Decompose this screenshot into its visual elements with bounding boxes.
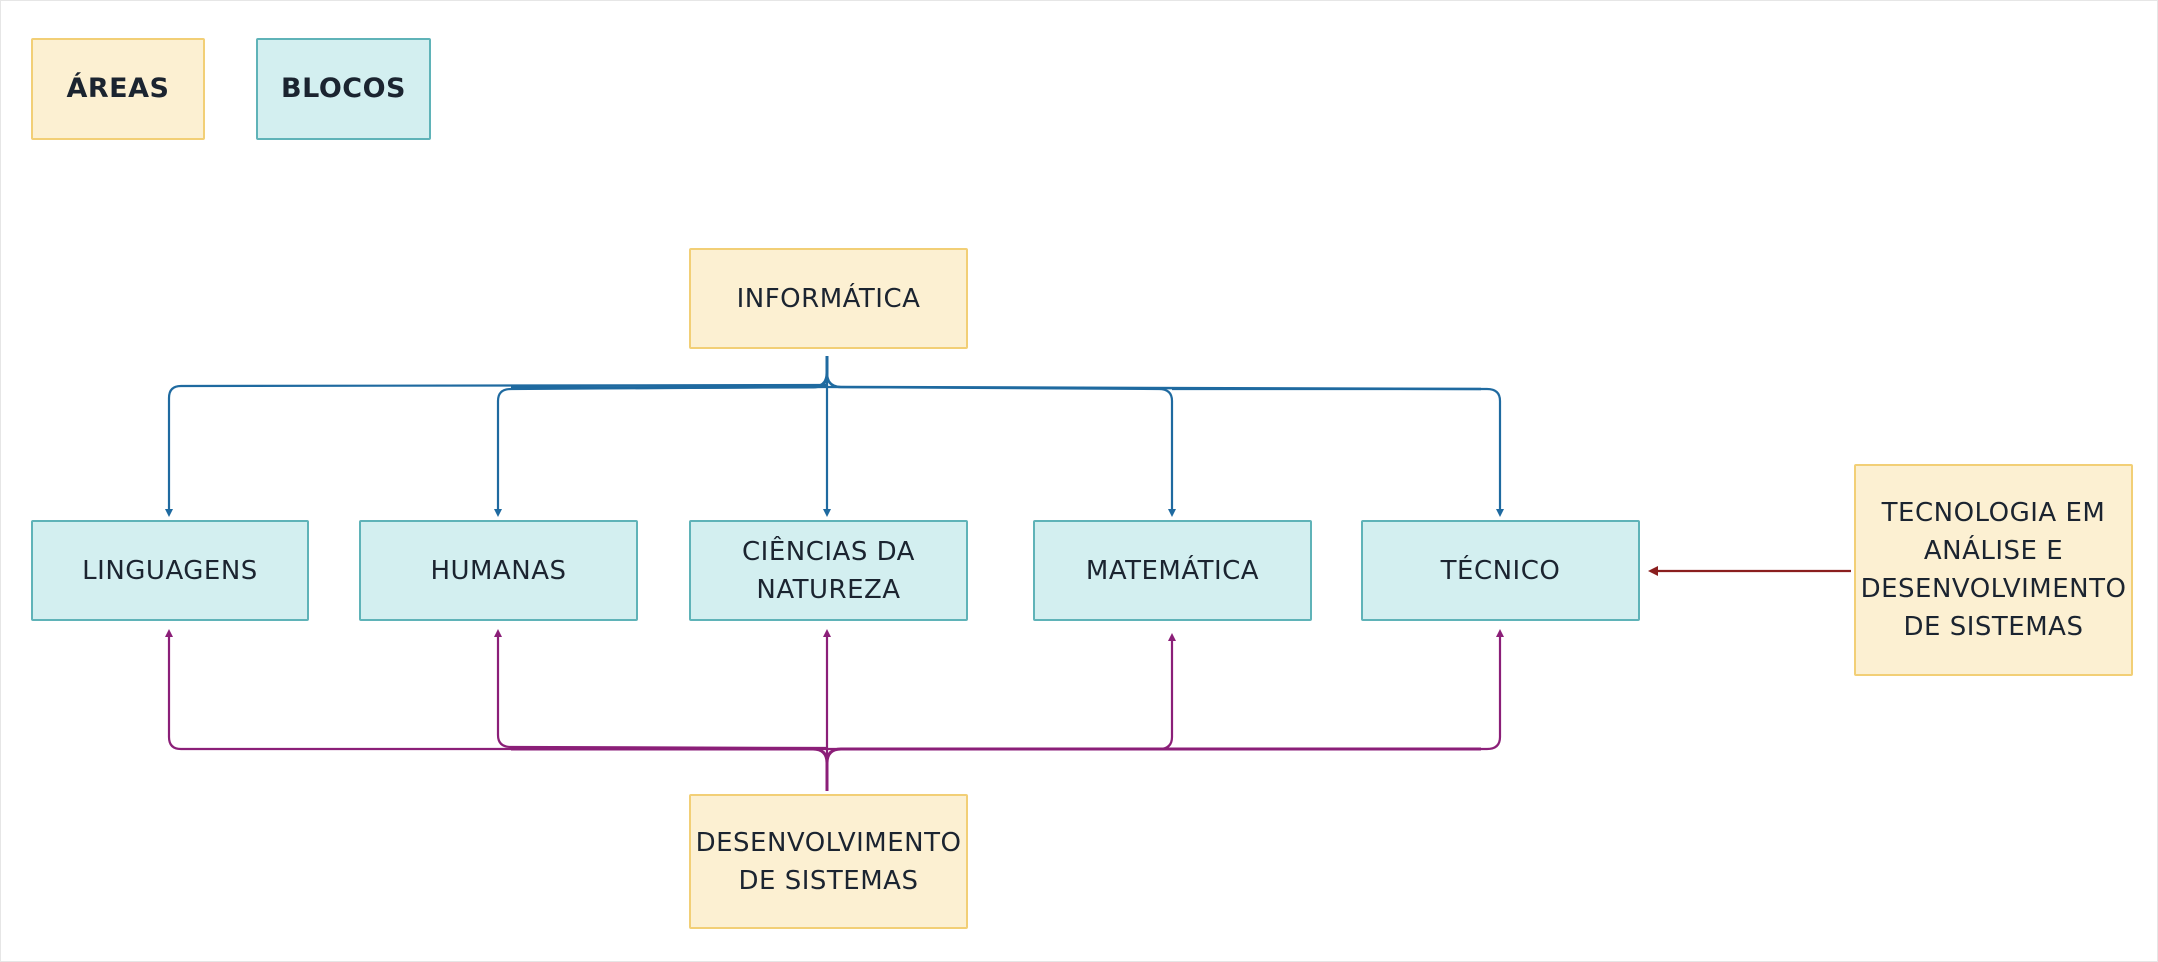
node-ciencias-da-natureza <box>689 520 968 621</box>
connector-desenvolvimento-to-humanas <box>498 633 827 748</box>
node-humanas <box>359 520 638 621</box>
legend-areas-label: ÁREAS <box>66 73 170 104</box>
node-humanas-label: HUMANAS <box>430 555 567 586</box>
connector-layer <box>1 1 2158 962</box>
node-informatica <box>689 248 968 349</box>
node-desenvolvimento-de-sistemas <box>689 794 968 929</box>
node-desenvolvimento-label-line-2: DE SISTEMAS <box>738 865 919 896</box>
connector-informatica-to-humanas <box>498 387 827 513</box>
connector-desenvolvimento-to-tecnico <box>1172 633 1500 749</box>
node-linguagens-label: LINGUAGENS <box>82 555 258 586</box>
connector-desenvolvimento-trunk-left <box>511 749 827 763</box>
node-tecnologia-label-line-1: TECNOLOGIA EM <box>1881 498 2106 528</box>
node-tecnico <box>1361 520 1640 621</box>
node-tecnologia-label-line-4: DE SISTEMAS <box>1903 612 2084 642</box>
node-tecnologia-label-line-3: DESENVOLVIMENTO <box>1860 574 2127 604</box>
legend-blocos-label: BLOCOS <box>281 73 406 104</box>
node-desenvolvimento-label-line-1: DESENVOLVIMENTO <box>695 827 962 858</box>
legend-blocos-swatch <box>256 38 431 140</box>
node-linguagens <box>31 520 309 621</box>
node-matematica-label: MATEMÁTICA <box>1085 555 1260 586</box>
connector-informatica-to-matematica <box>827 387 1172 513</box>
connector-desenvolvimento-to-matematica <box>827 637 1172 749</box>
node-tecnologia-label-line-2: ANÁLISE E <box>1923 536 2064 566</box>
node-tecnologia-analise-desenvolvimento <box>1854 464 2133 676</box>
connector-informatica-to-tecnico <box>1172 389 1500 513</box>
node-informatica-label: INFORMÁTICA <box>736 283 921 314</box>
legend-areas-swatch <box>31 38 205 140</box>
connector-informatica-trunk <box>511 356 827 388</box>
node-ciencias-label-line-2: NATUREZA <box>756 574 901 605</box>
node-tecnico-label: TÉCNICO <box>1440 555 1561 586</box>
node-matematica <box>1033 520 1312 621</box>
node-ciencias-label-line-1: CIÊNCIAS DA <box>742 536 915 567</box>
connector-desenvolvimento-trunk <box>827 749 1481 791</box>
